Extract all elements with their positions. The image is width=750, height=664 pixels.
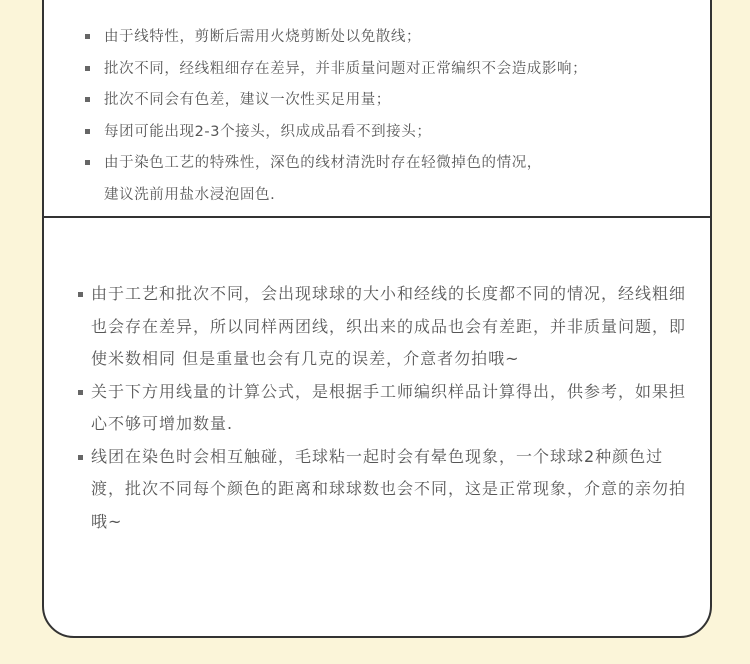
notes-section-top [44,0,710,218]
notice-card [42,0,712,638]
bullet-icon [78,390,83,395]
bullet-icon [85,160,90,165]
list-item [82,117,682,149]
bullet-icon [85,129,90,134]
note-text: 线团在染色时会相互触碰，毛球粘一起时会有晕色现象，一个球球2种颜色过渡，批次不同每个颜色的距离和球球数也会不同，这是正常现象，介意的亲勿拍哦~ [91,446,687,531]
note-text: 由于工艺和批次不同，会出现球球的大小和经线的长度都不同的情况，经线粗细也会存在差异，所以同样两团线，织出来的成品也会有差距，并非质量问题，即使米数相同 但是重量也会有几克的误差，介意者勿拍哦~ [91,284,687,368]
bullet-icon [85,66,90,71]
notes-list-bottom [76,278,696,538]
list-item [76,278,696,376]
bullet-icon [85,34,90,39]
note-text: 批次不同会有色差，建议一次性买足用量； [104,92,391,108]
bullet-icon [78,292,83,297]
note-text: 由于线特性，剪断后需用火烧剪断处以免散线； [104,29,422,45]
list-item [76,441,696,539]
bullet-icon [78,455,83,460]
list-item [82,85,682,117]
note-text-continued: 建议洗前用盐水浸泡固色. [104,186,276,203]
list-item [82,22,682,54]
note-text: 由于染色工艺的特殊性，深色的线材清洗时存在轻微掉色的情况， [104,155,542,171]
notes-list-top [82,22,682,211]
list-item [76,376,696,441]
list-item [82,54,682,86]
note-text: 批次不同，经线粗细存在差异，并非质量问题对正常编织不会造成影响； [104,60,588,77]
note-text: 每团可能出现2-3个接头，织成成品看不到接头； [104,123,432,140]
list-item [82,148,682,211]
note-text: 关于下方用线量的计算公式，是根据手工师编织样品计算得出，供参考，如果担心不够可增加数量. [91,381,687,433]
bullet-icon [85,97,90,102]
